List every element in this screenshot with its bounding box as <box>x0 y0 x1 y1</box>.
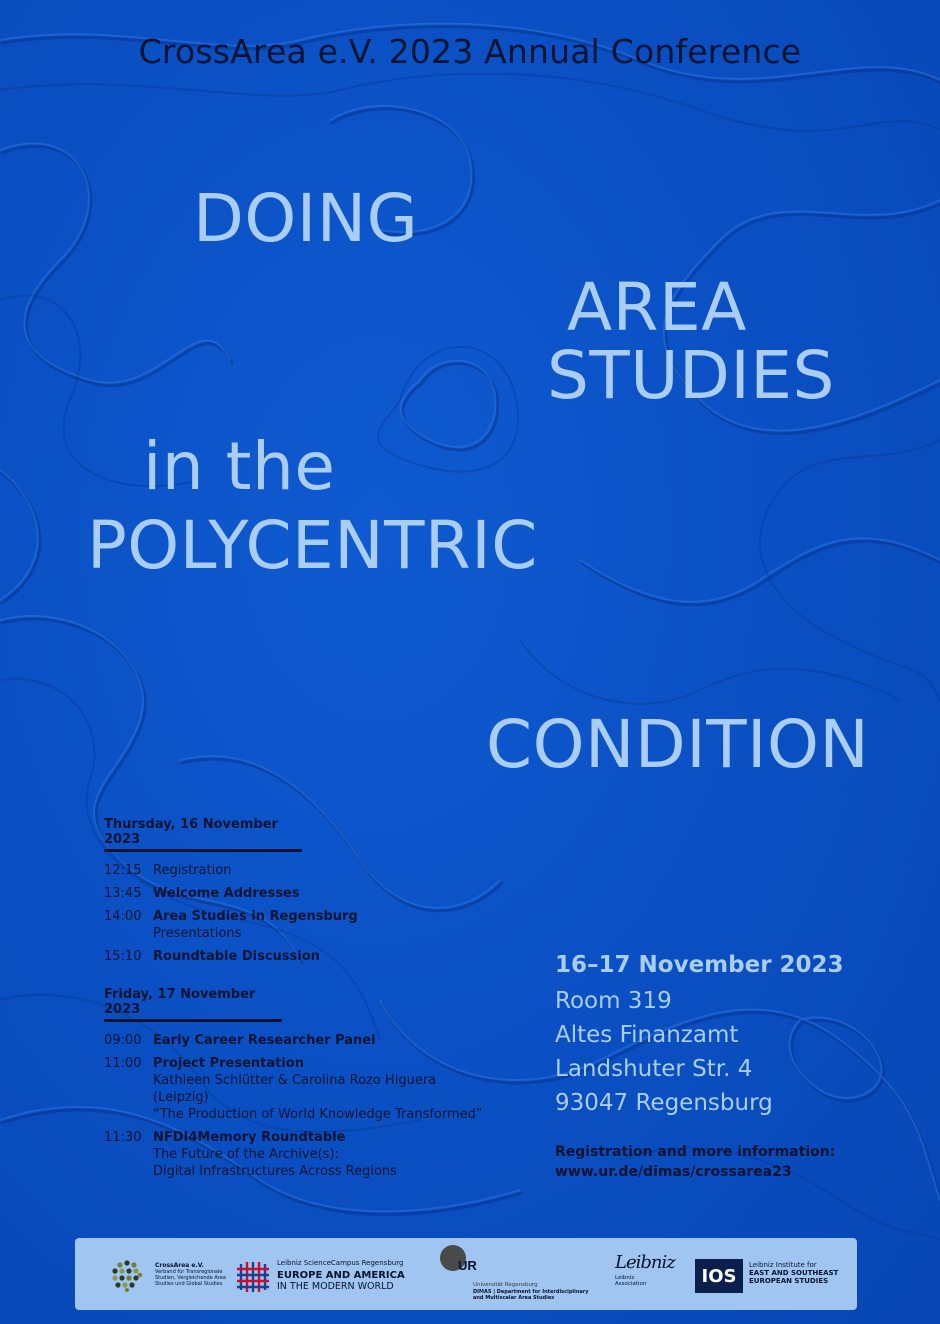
item-time: 09:00 <box>104 1033 142 1048</box>
item-time: 14:00 <box>104 909 142 924</box>
item-title: Roundtable Discussion <box>153 949 320 964</box>
leibniz-line2: Association <box>615 1281 647 1287</box>
campus-sub: IN THE MODERN WORLD <box>277 1281 394 1292</box>
item-subtitle: The Future of the Archive(s): <box>153 1147 339 1162</box>
conference-header: CrossArea e.V. 2023 Annual Conference <box>138 32 802 71</box>
event-info <box>555 952 844 1120</box>
item-title: NFDI4Memory Roundtable <box>153 1130 346 1145</box>
campus-top: Leibniz ScienceCampus Regensburg <box>277 1259 404 1267</box>
event-building: Altes Finanzamt <box>555 1022 739 1048</box>
day1-heading: Thursday, 16 November 2023 <box>104 817 302 852</box>
ios-text <box>749 1261 838 1285</box>
crossarea-logo <box>111 1260 143 1296</box>
item-time: 15:10 <box>104 949 142 964</box>
item-subtitle: “The Production of World Knowledge Transformed” <box>153 1107 483 1122</box>
event-city: 93047 Regensburg <box>555 1090 773 1116</box>
ur-mark-icon <box>439 1244 477 1274</box>
item-subtitle: Digital Infrastructures Across Regions <box>153 1164 397 1179</box>
item-subtitle: Kathleen Schlütter & Carolina Rozo Higuera (Leipzig) <box>153 1073 437 1105</box>
item-subtitle: Presentations <box>153 926 242 941</box>
ur-dept: and Multiscalar Area Studies <box>473 1295 555 1301</box>
leibniz-campus-logo <box>237 1260 273 1298</box>
crossarea-text <box>155 1262 226 1287</box>
leibniz-line1: Leibniz <box>615 1275 635 1281</box>
schedule <box>104 817 484 1180</box>
schedule-item <box>104 1032 484 1049</box>
registration-info <box>555 1142 835 1182</box>
leibniz-association-logo <box>615 1252 675 1287</box>
schedule-item <box>104 948 484 965</box>
item-title: Area Studies in Regensburg <box>153 909 358 924</box>
item-time: 13:45 <box>104 886 142 901</box>
crossarea-desc: Studien, Vergleichende Area <box>155 1275 226 1281</box>
ur-name: Universität Regensburg <box>473 1282 538 1288</box>
item-time: 12:15 <box>104 863 142 878</box>
leibniz-campus-text <box>277 1259 405 1292</box>
europe-america-mark-icon <box>237 1260 273 1294</box>
crossarea-mark-icon <box>111 1260 143 1292</box>
ur-mark-text: UR <box>458 1258 477 1273</box>
ios-line2: EAST AND SOUTHEAST <box>749 1269 839 1277</box>
leibniz-signature: Leibniz <box>615 1252 675 1273</box>
item-title: Welcome Addresses <box>153 886 300 901</box>
ur-dept: DIMAS | Department for Interdisciplinary <box>473 1289 589 1295</box>
item-title: Registration <box>153 863 232 878</box>
schedule-item <box>104 885 484 902</box>
schedule-item <box>104 1055 484 1123</box>
schedule-item <box>104 908 484 942</box>
title-in-the: in the <box>143 428 336 505</box>
ios-line1: Leibniz Institute for <box>749 1261 817 1269</box>
title-area: AREA <box>567 269 747 346</box>
title-doing: DOING <box>193 180 419 257</box>
item-title: Project Presentation <box>153 1056 304 1071</box>
registration-label: Registration and more information: <box>555 1144 836 1160</box>
title-condition: CONDITION <box>486 706 870 783</box>
schedule-item <box>104 1129 484 1180</box>
logo-bar <box>75 1238 857 1310</box>
crossarea-desc: Verband für Transregionale <box>155 1269 223 1275</box>
item-title: Early Career Researcher Panel <box>153 1033 376 1048</box>
ios-mark: IOS <box>695 1259 743 1293</box>
schedule-item <box>104 862 484 879</box>
title-studies: STUDIES <box>547 337 835 414</box>
item-time: 11:00 <box>104 1056 142 1071</box>
event-dates: 16–17 November 2023 <box>555 952 844 978</box>
day2-heading: Friday, 17 November 2023 <box>104 987 282 1022</box>
ur-text <box>473 1282 589 1301</box>
ur-logo <box>439 1244 477 1278</box>
registration-url[interactable]: www.ur.de/dimas/crossarea23 <box>555 1164 792 1180</box>
crossarea-desc: Studies und Global Studies <box>155 1281 223 1287</box>
campus-main: EUROPE AND AMERICA <box>277 1270 405 1281</box>
crossarea-name: CrossArea e.V. <box>155 1262 204 1269</box>
title-polycentric: POLYCENTRIC <box>87 507 538 584</box>
item-time: 11:30 <box>104 1130 142 1145</box>
event-street: Landshuter Str. 4 <box>555 1056 753 1082</box>
ios-line3: EUROPEAN STUDIES <box>749 1277 829 1285</box>
event-room: Room 319 <box>555 988 672 1014</box>
